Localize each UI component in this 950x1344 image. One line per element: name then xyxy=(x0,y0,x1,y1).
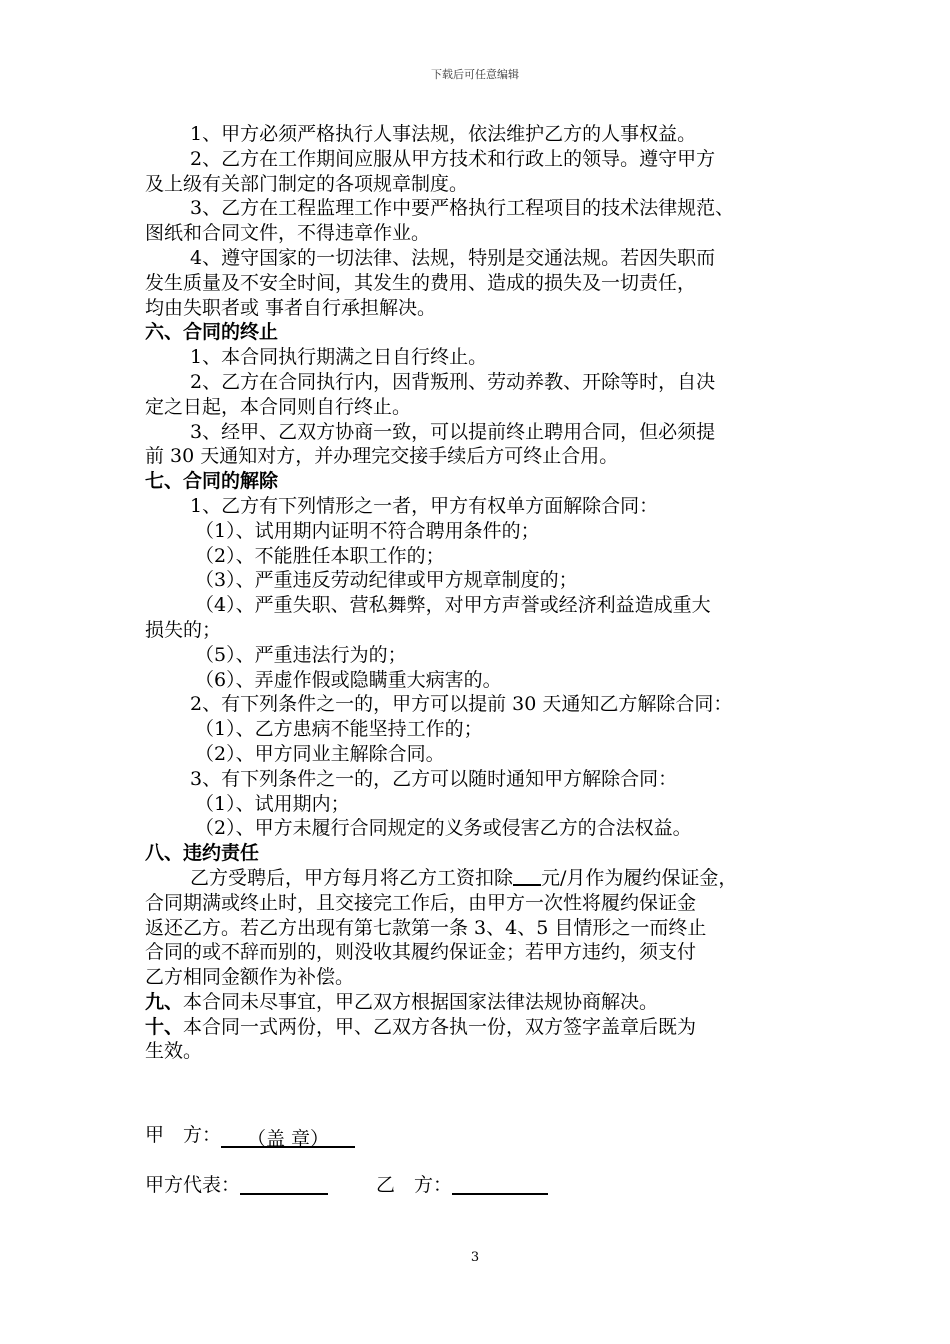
section-heading-termination: 六、合同的终止 xyxy=(145,321,279,344)
party-a-rep-label: 甲方代表： xyxy=(145,1174,241,1196)
list-item: （4）、严重失职、营私舞弊，对甲方声誉或经济利益造成重大 xyxy=(195,594,711,617)
section-number: 十、 xyxy=(145,1015,184,1038)
clause-text: 本合同一式两份，甲、乙双方各执一份，双方签字盖章后既为 xyxy=(183,1015,697,1038)
list-item: 损失的； xyxy=(145,618,222,641)
clause-paragraph: 3、乙方在工程监理工作中要严格执行工程项目的技术法律规范、 xyxy=(190,197,735,220)
section-heading-dissolution: 七、合同的解除 xyxy=(145,470,279,493)
seal-placeholder: （盖 章） xyxy=(246,1128,330,1150)
clause-text: 元/月作为履约保证金， xyxy=(541,866,738,889)
contract-body xyxy=(145,122,815,1064)
clause-text: 本合同未尽事宜，甲乙双方根据国家法律法规协商解决。 xyxy=(183,990,659,1013)
clause-paragraph: 乙方相同金额作为补偿。 xyxy=(145,966,355,989)
clause-paragraph: 合同期满或终止时，且交接完工作后，由甲方一次性将履约保证金 xyxy=(145,891,697,914)
page-header: 下载后可任意编辑 xyxy=(431,68,519,81)
list-item: （3）、严重违反劳动纪律或甲方规章制度的； xyxy=(195,569,578,592)
clause-paragraph: 发生质量及不安全时间，其发生的费用、造成的损失及一切责任， xyxy=(145,271,697,294)
party-a-rep-line xyxy=(240,1171,328,1195)
section-number: 九、 xyxy=(145,990,184,1013)
clause-paragraph: 3、有下列条件之一的，乙方可以随时通知甲方解除合同： xyxy=(190,767,678,790)
clause-paragraph: 2、乙方在工作期间应服从甲方技术和行政上的领导。遵守甲方 xyxy=(190,147,716,170)
clause-paragraph: 及上级有关部门制定的各项规章制度。 xyxy=(145,172,469,195)
clause-paragraph: 1、乙方有下列情形之一者，甲方有权单方面解除合同： xyxy=(190,494,659,517)
representative-signatures xyxy=(145,1170,548,1197)
list-item: （1）、乙方患病不能坚持工作的； xyxy=(195,718,483,741)
clause-nine xyxy=(145,990,815,1015)
clause-paragraph: 4、遵守国家的一切法律、法规，特别是交通法规。若因失职而 xyxy=(190,246,716,269)
clause-ten xyxy=(145,1015,815,1040)
party-a-seal-line xyxy=(221,1124,355,1148)
clause-paragraph xyxy=(145,866,815,891)
section-heading-breach: 八、违约责任 xyxy=(145,842,260,865)
amount-blank xyxy=(513,866,541,886)
clause-paragraph: 合同的或不辞而别的，则没收其履约保证金；若甲方违约，须支付 xyxy=(145,941,697,964)
list-item: （1）、试用期内证明不符合聘用条件的； xyxy=(195,519,540,542)
clause-paragraph: 返还乙方。若乙方出现有第七款第一条 3、4、5 目情形之一而终止 xyxy=(145,916,707,939)
clause-paragraph: 2、乙方在合同执行内，因背叛刑、劳动养教、开除等时，自决 xyxy=(190,370,716,393)
list-item: （2）、甲方同业主解除合同。 xyxy=(195,742,445,765)
clause-paragraph: 1、甲方必须严格执行人事法规，依法维护乙方的人事权益。 xyxy=(190,123,697,145)
clause-paragraph: 前 30 天通知对方，并办理完交接手续后方可终止合用。 xyxy=(145,445,619,468)
clause-paragraph: 3、经甲、乙双方协商一致，可以提前终止聘用合同，但必须提 xyxy=(190,420,716,443)
page-number: 3 xyxy=(470,1250,480,1265)
party-b-label: 乙 方： xyxy=(376,1174,453,1196)
clause-paragraph: 均由失职者或 事者自行承担解决。 xyxy=(145,296,437,319)
list-item: （2）、甲方未履行合同规定的义务或侵害乙方的合法权益。 xyxy=(195,817,692,840)
party-a-label: 甲 方： xyxy=(145,1124,222,1146)
list-item: （1）、试用期内； xyxy=(195,792,350,815)
party-a-signature xyxy=(145,1120,355,1148)
clause-paragraph: 1、本合同执行期满之日自行终止。 xyxy=(190,346,488,369)
list-item: （5）、严重违法行为的； xyxy=(195,643,407,666)
clause-text: 乙方受聘后，甲方每月将乙方工资扣除 xyxy=(190,866,514,889)
list-item: （2）、不能胜任本职工作的； xyxy=(195,544,445,567)
clause-paragraph: 2、有下列条件之一的，甲方可以提前 30 天通知乙方解除合同： xyxy=(190,693,733,716)
clause-paragraph: 图纸和合同文件，不得违章作业。 xyxy=(145,222,431,245)
clause-paragraph: 生效。 xyxy=(145,1040,203,1063)
party-b-line xyxy=(452,1171,548,1195)
list-item: （6）、弄虚作假或隐瞒重大病害的。 xyxy=(195,668,502,691)
clause-paragraph: 定之日起，本合同则自行终止。 xyxy=(145,395,412,418)
